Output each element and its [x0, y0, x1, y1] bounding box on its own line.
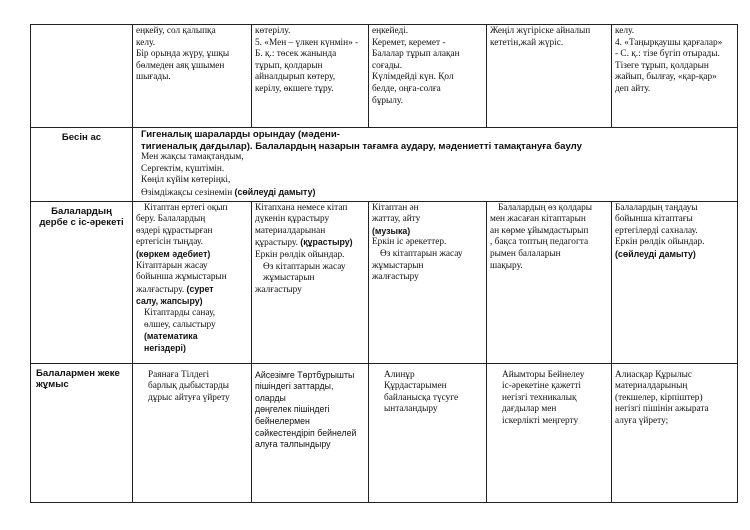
cell-text-line: еңкейу, сол қалыпқа: [136, 26, 216, 36]
cell-thu: [487, 363, 612, 502]
cell-text-line: Тізеге тұрып, қолдарын: [615, 60, 709, 71]
cell-text-line: шығады.: [136, 72, 171, 83]
cell-text-line: Айымторы Бейнелеу: [502, 369, 585, 380]
cell-text-line: (текшелер, кірпіштер): [615, 392, 703, 403]
cell-text-line: бөлмеден аяқ ұшымен: [136, 60, 225, 71]
cell-text-line: деп айту.: [615, 83, 651, 94]
cell-text-line: (сурет: [186, 283, 214, 294]
cell-text-line: Алинұр: [384, 369, 415, 380]
cell-text-line: (көркем әдебиет): [136, 248, 211, 259]
cell-text-line: жалғастыру.: [136, 284, 187, 295]
cell-text-line: пішіндегі заттарды, оларды: [255, 381, 334, 403]
schedule-table: [30, 24, 738, 503]
cell-text-line: құрастыру.: [255, 238, 301, 249]
cell-text-line: беру. Балалардың: [136, 214, 206, 225]
cell-text-line: Кітаптан ән: [372, 202, 419, 213]
cell-text-line: Балалардың таңдауы: [615, 202, 698, 213]
cell-text-line: салу, жапсыру): [136, 296, 203, 307]
cell-text-line: Кітапхана немесе кітап: [255, 202, 348, 213]
cell-text-line: материалдарының: [615, 381, 688, 392]
row-label-text: Балалардың дербе с іс-әрекеті: [39, 205, 124, 229]
cell-text-line: Балалар тұрып алақан: [372, 49, 460, 60]
cell-text-line: рымен балаларын: [490, 248, 561, 259]
cell-text-line: кететін,жай жүріс.: [490, 37, 564, 48]
cell-text-line: тұрып, қолдарын: [255, 60, 323, 71]
cell-text-line: негіздері): [144, 342, 186, 353]
cell-text-line: жалғастыру: [372, 272, 419, 283]
cell-fri: [612, 201, 738, 363]
cell-fri: [612, 363, 738, 502]
cell-text-line: айналдырып көтеру,: [255, 72, 336, 83]
cell-text-line: байланысқа түсуге: [384, 392, 459, 403]
cell-text-line: Кітаптан ертегі оқып: [144, 202, 228, 213]
cell-text-line: бойынша жұмыстарын: [136, 272, 227, 283]
cell-text-line: соғады.: [372, 60, 403, 71]
cell-text-line: өлшеу, салыстыру: [144, 319, 216, 330]
cell-text-line: ан көрме ұйымдастырып: [490, 225, 589, 236]
cell-text-line: Еркін рөлдік ойындар.: [615, 237, 705, 248]
cell-text-line: (құрастыру): [300, 237, 353, 248]
cell-text-line: Өзімдіжақсы сезінемін: [141, 187, 235, 198]
cell-text-line: Кітаптарды санау,: [144, 307, 216, 318]
cell-text-line: ертегілерді сахналау.: [615, 225, 698, 236]
cell-text-line: жаттау, айту: [372, 214, 421, 225]
snack-line: Көңіл күйім көтеріңкі,: [141, 175, 231, 186]
cell-text-line: сәйкестендіріп бейнелей: [255, 427, 357, 438]
cell-text-line: негізгі пішінін ажырата: [615, 404, 709, 415]
cell-text-line: дүкенін құрастыру: [255, 214, 330, 225]
cell-text-line: жайып, былғау, «қар-қар»: [615, 72, 717, 83]
cell-text-line: көтерілу.: [255, 26, 291, 36]
row-label-text: Бесін ас: [61, 132, 102, 143]
snack-line: Сергектім, күштімін.: [141, 163, 225, 174]
cell-text-line: іс-әрекетіне қажетті: [502, 381, 581, 392]
cell-text-line: өздері құрастырған: [136, 225, 213, 236]
cell-text-line: материалдарынан: [255, 225, 326, 236]
cell-text-line: Раянаға Тілдегі: [148, 369, 210, 380]
cell-tue: [252, 201, 369, 363]
cell-text-line: шақыру.: [490, 260, 523, 271]
cell-mon: [133, 25, 252, 128]
individual-work-row: [31, 363, 738, 502]
snack-row: [31, 128, 738, 202]
cell-text-line: жұмыстарын: [263, 273, 315, 284]
cell-wed: [369, 25, 487, 128]
cell-text-line: Еркін рөлдік ойындар.: [255, 249, 345, 260]
cell-text-line: ынталандыру: [384, 404, 438, 415]
cell-text-line: бойынша кітаптағы: [615, 214, 693, 225]
cell-text-line: Өз кітаптарын жасау: [263, 261, 346, 272]
cell-text-line: мен жасаған кітаптарын: [490, 214, 586, 225]
cell-text-line: [136, 284, 248, 297]
cell-text-line: іскерлікті меңгерту: [502, 415, 579, 426]
cell-text-line: (математика: [144, 331, 198, 342]
cell-text-line: - С. қ.: тізе бүгіп отырады.: [615, 49, 720, 60]
row-label-empty: [31, 25, 133, 128]
snack-heading-1: Гигеналық шараларды орындау (мәдени-: [141, 129, 340, 140]
cell-text-line: бұрылу.: [372, 95, 403, 106]
cell-text-line: Еркін іс әрекеттер.: [372, 237, 447, 248]
cell-thu: [487, 25, 612, 128]
cell-text-line: Кітаптарын жасау: [136, 260, 208, 271]
cell-text-line: Жеңіл жүгіріске айналып: [490, 26, 591, 36]
row-label-individual: [31, 363, 133, 502]
snack-line: [141, 187, 734, 200]
snack-line: Мен жақсы тамақтандым,: [141, 152, 244, 163]
snack-heading-2: тигиеналық дағдылар). Балалардың назарын тағамға аудару, мәдениетті тамақтануға баулу: [141, 140, 582, 152]
cell-text-line: (сөйлеуді дамыту): [615, 248, 696, 259]
row-label-snack: [31, 128, 133, 202]
cell-text-line: дөңгелек пішіндегі: [255, 404, 330, 415]
snack-cell: [133, 128, 738, 202]
cell-text-line: келу.: [136, 37, 156, 48]
cell-text-line: (музыка): [372, 225, 411, 236]
cell-mon: [133, 363, 252, 502]
cell-text-line: Алиасқар Құрылыс: [615, 369, 692, 380]
cell-tue: [252, 25, 369, 128]
cell-text-line: келу.: [615, 26, 635, 36]
cell-text-line: 4. «Таңырқаушы қарғалар»: [615, 37, 723, 48]
row-label-independent: [31, 201, 133, 363]
cell-text-line: алуға талпындыру: [255, 439, 331, 450]
cell-text-line: Б. қ.: төсек жанында: [255, 49, 337, 60]
cell-tue: [252, 363, 369, 502]
cell-text-line: Бір орында жүру, ұшқы: [136, 49, 230, 60]
cell-text-line: (сөйлеуді дамыту): [234, 186, 316, 197]
cell-text-line: [255, 237, 365, 250]
cell-text-line: дағдылар мен: [502, 404, 557, 415]
cell-text-line: Құрдастарымен: [384, 381, 447, 392]
cell-text-line: барлық дыбыстарды: [148, 381, 229, 392]
cell-text-line: белде, оңға-солға: [372, 83, 441, 94]
row-label-text: Балалармен жеке жұмыс: [36, 367, 120, 391]
cell-text-line: еңкейеді.: [372, 26, 409, 36]
cell-text-line: Керемет, керемет -: [372, 37, 446, 48]
cell-wed: [369, 201, 487, 363]
cell-text-line: бейнелермен: [255, 415, 310, 426]
cell-wed: [369, 363, 487, 502]
cell-mon: [133, 201, 252, 363]
cell-text-line: жұмыстарын: [372, 260, 424, 271]
cell-text-line: , бақса топтың педагогта: [490, 237, 589, 248]
cell-fri: [612, 25, 738, 128]
exercise-row: [31, 25, 738, 128]
cell-text-line: Өз кітаптарын жасау: [380, 248, 463, 259]
cell-text-line: Балалардың өз қолдары: [498, 202, 593, 213]
cell-text-line: ертегісін тыңдау.: [136, 237, 203, 248]
cell-text-line: жалғастыру: [255, 284, 302, 295]
cell-text-line: керілу, өкшеге тұру.: [255, 83, 334, 94]
cell-text-line: дұрыс айтуға үйрету: [148, 392, 230, 403]
cell-text-line: Күлімдейді күн. Қол: [372, 72, 454, 83]
independent-activity-row: [31, 201, 738, 363]
cell-text-line: негізгі техникалық: [502, 392, 577, 403]
cell-text-line: 5. «Мен – үлкен күнмін» -: [255, 37, 359, 48]
cell-text-line: алуға үйрету;: [615, 415, 669, 426]
cell-text-line: Айсезімге Төртбұрышты: [255, 369, 355, 380]
document-page: [30, 24, 737, 476]
cell-thu: [487, 201, 612, 363]
